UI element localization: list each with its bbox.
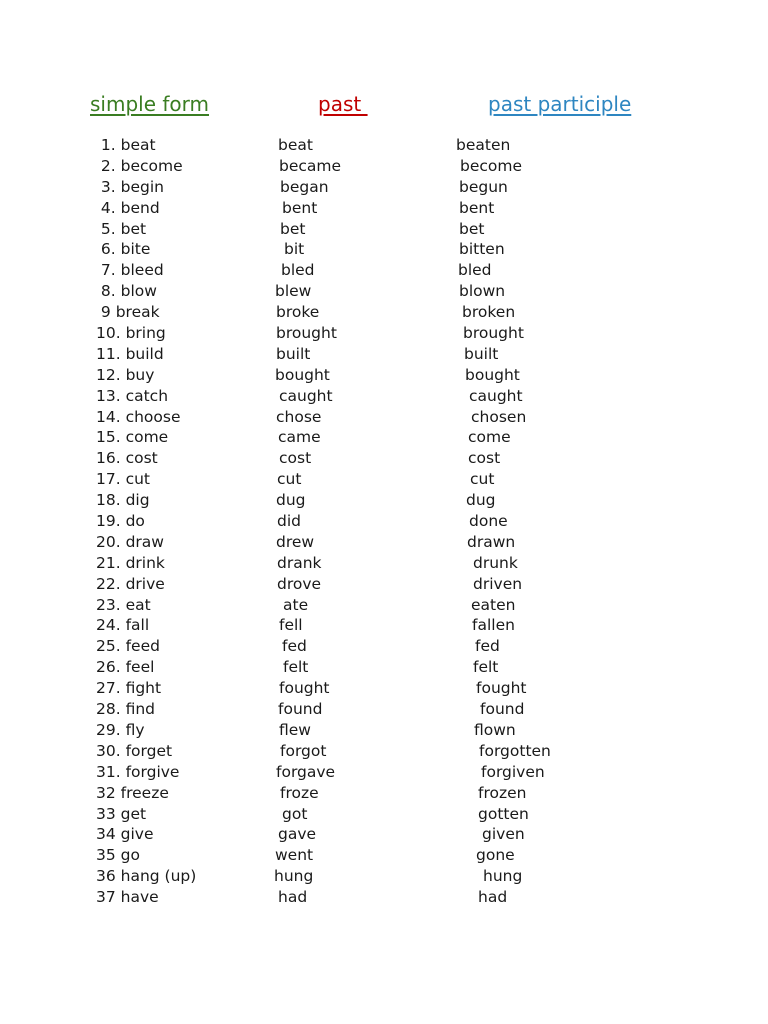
past-participle-cell: bled bbox=[458, 261, 492, 280]
past-cell: had bbox=[278, 888, 308, 907]
past-cell: forgave bbox=[276, 762, 336, 781]
past-cell: bent bbox=[282, 198, 318, 217]
heading-past-participle: past participle bbox=[488, 92, 632, 116]
past-participle-cell: gotten bbox=[478, 804, 529, 823]
past-participle-cell: driven bbox=[473, 574, 523, 593]
simple-form-cell: 23. eat bbox=[96, 595, 151, 614]
simple-form-cell: 22. drive bbox=[96, 574, 165, 593]
past-cell: gave bbox=[278, 825, 317, 844]
table-row bbox=[0, 741, 768, 762]
past-cell: dug bbox=[276, 491, 306, 510]
past-participle-cell: flown bbox=[474, 720, 516, 739]
table-row bbox=[0, 511, 768, 532]
past-cell: drank bbox=[277, 553, 322, 572]
past-participle-cell: fed bbox=[475, 637, 500, 656]
past-cell: fell bbox=[279, 616, 303, 635]
table-row bbox=[0, 135, 768, 156]
table-row bbox=[0, 866, 768, 887]
simple-form-cell: 28. find bbox=[96, 700, 156, 719]
past-participle-cell: dug bbox=[466, 491, 496, 510]
simple-form-cell: 4. bend bbox=[96, 198, 160, 217]
simple-form-cell: 8. blow bbox=[96, 282, 157, 301]
table-row bbox=[0, 824, 768, 845]
past-cell: found bbox=[278, 700, 323, 719]
table-row bbox=[0, 469, 768, 490]
table-row bbox=[0, 260, 768, 281]
past-participle-cell: gone bbox=[476, 846, 515, 865]
table-row bbox=[0, 407, 768, 428]
past-participle-cell: fallen bbox=[472, 616, 515, 635]
simple-form-cell: 1. beat bbox=[96, 136, 156, 154]
past-participle-cell: drunk bbox=[473, 553, 518, 572]
past-cell: broke bbox=[276, 303, 320, 322]
past-participle-cell: bitten bbox=[459, 240, 505, 259]
past-participle-cell: felt bbox=[473, 658, 499, 677]
table-row bbox=[0, 177, 768, 198]
table-row bbox=[0, 448, 768, 469]
simple-form-cell: 29. fly bbox=[96, 720, 145, 739]
table-row bbox=[0, 845, 768, 866]
simple-form-cell: 34 give bbox=[96, 825, 154, 844]
past-participle-cell: beaten bbox=[456, 136, 511, 154]
past-cell: felt bbox=[283, 658, 309, 677]
simple-form-cell: 13. catch bbox=[96, 386, 169, 405]
table-row bbox=[0, 783, 768, 804]
simple-form-cell: 11. build bbox=[96, 344, 164, 363]
table-row bbox=[0, 615, 768, 636]
heading-past: past bbox=[318, 92, 368, 116]
past-cell: beat bbox=[278, 136, 313, 154]
past-cell: caught bbox=[279, 386, 333, 405]
past-cell: hung bbox=[274, 867, 314, 886]
past-participle-cell: forgotten bbox=[479, 741, 551, 760]
simple-form-cell: 26. feel bbox=[96, 658, 155, 677]
past-cell: blew bbox=[275, 282, 312, 301]
simple-form-cell: 19. do bbox=[96, 512, 145, 531]
past-cell: drew bbox=[276, 532, 315, 551]
table-row bbox=[0, 699, 768, 720]
past-cell: bet bbox=[280, 219, 306, 238]
simple-form-cell: 17. cut bbox=[96, 470, 151, 489]
past-participle-cell: cut bbox=[470, 470, 495, 489]
past-participle-cell: chosen bbox=[471, 407, 527, 426]
simple-form-cell: 36 hang (up) bbox=[96, 867, 197, 886]
table-row bbox=[0, 574, 768, 595]
table-row bbox=[0, 302, 768, 323]
simple-form-cell: 18. dig bbox=[96, 491, 150, 510]
table-row bbox=[0, 762, 768, 783]
past-cell: drove bbox=[277, 574, 322, 593]
past-cell: came bbox=[278, 428, 321, 447]
past-cell: bought bbox=[275, 365, 330, 384]
past-participle-cell: given bbox=[482, 825, 525, 844]
verb-table bbox=[0, 135, 768, 908]
past-participle-cell: caught bbox=[469, 386, 523, 405]
table-row bbox=[0, 323, 768, 344]
simple-form-cell: 16. cost bbox=[96, 449, 158, 468]
past-participle-cell: hung bbox=[483, 867, 523, 886]
past-cell: became bbox=[279, 156, 342, 175]
table-row bbox=[0, 532, 768, 553]
table-row bbox=[0, 678, 768, 699]
simple-form-cell: 3. begin bbox=[96, 177, 164, 196]
past-participle-cell: found bbox=[480, 700, 525, 719]
simple-form-cell: 20. draw bbox=[96, 532, 164, 551]
simple-form-cell: 27. fight bbox=[96, 679, 162, 698]
table-row bbox=[0, 553, 768, 574]
table-row bbox=[0, 887, 768, 908]
table-row bbox=[0, 198, 768, 219]
past-cell: fed bbox=[282, 637, 307, 656]
simple-form-cell: 15. come bbox=[96, 428, 169, 447]
table-row bbox=[0, 365, 768, 386]
past-cell: froze bbox=[280, 783, 319, 802]
past-cell: flew bbox=[279, 720, 311, 739]
past-cell: began bbox=[280, 177, 329, 196]
past-participle-cell: begun bbox=[459, 177, 508, 196]
simple-form-cell: 21. drink bbox=[96, 553, 165, 572]
past-cell: built bbox=[276, 344, 311, 363]
table-row bbox=[0, 386, 768, 407]
table-row bbox=[0, 156, 768, 177]
past-cell: cost bbox=[279, 449, 312, 468]
table-row bbox=[0, 344, 768, 365]
past-cell: forgot bbox=[280, 741, 327, 760]
simple-form-cell: 32 freeze bbox=[96, 783, 169, 802]
past-participle-cell: cost bbox=[468, 449, 501, 468]
past-cell: cut bbox=[277, 470, 302, 489]
simple-form-cell: 12. buy bbox=[96, 365, 155, 384]
table-row bbox=[0, 595, 768, 616]
past-cell: did bbox=[277, 512, 301, 531]
table-row bbox=[0, 720, 768, 741]
past-cell: went bbox=[275, 846, 314, 865]
table-row bbox=[0, 804, 768, 825]
simple-form-cell: 35 go bbox=[96, 846, 140, 865]
past-participle-cell: forgiven bbox=[481, 762, 545, 781]
simple-form-cell: 33 get bbox=[96, 804, 147, 823]
past-cell: got bbox=[282, 804, 308, 823]
past-cell: bled bbox=[281, 261, 315, 280]
past-participle-cell: done bbox=[469, 512, 508, 531]
past-participle-cell: bent bbox=[459, 198, 495, 217]
past-participle-cell: blown bbox=[459, 282, 506, 301]
past-participle-cell: bought bbox=[465, 365, 520, 384]
simple-form-cell: 10. bring bbox=[96, 324, 166, 343]
past-participle-cell: drawn bbox=[467, 532, 516, 551]
past-participle-cell: bet bbox=[459, 219, 485, 238]
table-row bbox=[0, 281, 768, 302]
past-participle-cell: brought bbox=[463, 324, 524, 343]
past-cell: fought bbox=[279, 679, 330, 698]
simple-form-cell: 6. bite bbox=[96, 240, 151, 259]
table-row bbox=[0, 427, 768, 448]
table-row bbox=[0, 636, 768, 657]
past-cell: bit bbox=[284, 240, 305, 259]
past-cell: chose bbox=[276, 407, 322, 426]
simple-form-cell: 37 have bbox=[96, 888, 159, 907]
past-participle-cell: become bbox=[460, 156, 523, 175]
simple-form-cell: 24. fall bbox=[96, 616, 150, 635]
simple-form-cell: 5. bet bbox=[96, 219, 147, 238]
table-row bbox=[0, 219, 768, 240]
simple-form-cell: 7. bleed bbox=[96, 261, 164, 280]
past-cell: ate bbox=[283, 595, 309, 614]
simple-form-cell: 2. become bbox=[96, 156, 183, 175]
past-participle-cell: eaten bbox=[471, 595, 516, 614]
past-participle-cell: had bbox=[478, 888, 508, 907]
table-row bbox=[0, 239, 768, 260]
past-participle-cell: built bbox=[464, 344, 499, 363]
simple-form-cell: 31. forgive bbox=[96, 762, 180, 781]
past-participle-cell: fought bbox=[476, 679, 527, 698]
past-cell: brought bbox=[276, 324, 337, 343]
simple-form-cell: 25. feed bbox=[96, 637, 160, 656]
heading-simple-form: simple form bbox=[90, 92, 210, 116]
table-row bbox=[0, 490, 768, 511]
simple-form-cell: 14. choose bbox=[96, 407, 181, 426]
simple-form-cell: 30. forget bbox=[96, 741, 173, 760]
past-participle-cell: come bbox=[468, 428, 511, 447]
table-row bbox=[0, 657, 768, 678]
past-participle-cell: frozen bbox=[478, 783, 527, 802]
simple-form-cell: 9 break bbox=[96, 303, 160, 322]
past-participle-cell: broken bbox=[462, 303, 516, 322]
